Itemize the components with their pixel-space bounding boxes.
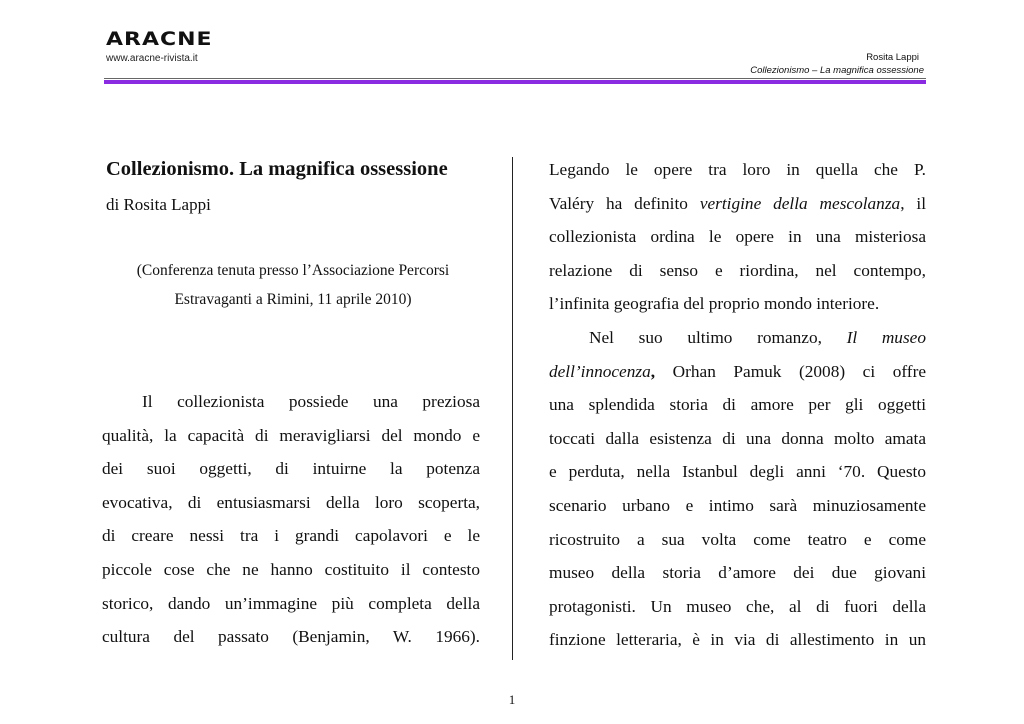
- body-line: Il collezionista possiede una preziosa: [142, 392, 480, 411]
- body-line: evocativa, di entusiasmarsi della loro scoperta,: [102, 492, 480, 512]
- header-rule: [104, 78, 926, 79]
- page-number: 1: [508, 692, 516, 707]
- column-divider: [512, 157, 513, 660]
- book-title: Il museo: [846, 327, 926, 347]
- left-body-paragraph: [102, 385, 480, 654]
- article-title: Collezionismo. La magnifica ossessione: [106, 158, 448, 180]
- body-line: storico, dando un’immagine più completa della: [102, 593, 480, 613]
- body-line: l’infinita geografia del proprio mondo interiore.: [549, 294, 880, 314]
- body-line: Nel suo ultimo romanzo, Il museo: [589, 327, 926, 347]
- body-line: collezionista ordina le opere in una misteriosa: [549, 227, 926, 247]
- body-line: protagonisti. Un museo che, al di fuori della: [549, 596, 926, 616]
- conference-note-line2: Estravaganti a Rimini, 11 aprile 2010): [174, 291, 412, 308]
- running-title: Collezionismo – La magnifica ossessione: [750, 65, 924, 76]
- body-line: relazione di senso e riordina, nel contempo,: [549, 260, 926, 280]
- body-line: cultura del passato (Benjamin, W. 1966).: [102, 627, 480, 647]
- aracne-logo: ARACNE: [106, 29, 213, 51]
- body-line: Legando le opere tra loro in quella che P.: [549, 160, 926, 179]
- body-line: ricostruito a sua volta come teatro e come: [549, 529, 926, 549]
- body-line: toccati dalla esistenza di una donna molto amata: [549, 428, 926, 448]
- body-line: dell’innocenza, Orhan Pamuk (2008) ci offre: [549, 361, 926, 381]
- body-line: di creare nessi tra i grandi capolavori e le: [102, 526, 480, 546]
- body-line: qualità, la capacità di meravigliarsi del mondo e: [102, 425, 480, 445]
- right-body-text: [549, 153, 926, 657]
- body-line: museo della storia d’amore dei due giovani: [549, 563, 926, 583]
- body-line: Valéry ha definito vertigine della mescolanza, il: [549, 193, 926, 213]
- body-line: scenario urbano e intimo sarà minuziosamente: [549, 495, 926, 515]
- emphasis: vertigine della mescolanza: [699, 193, 901, 213]
- header-accent-rule: [104, 80, 926, 84]
- body-line: dei suoi oggetti, di intuirne la potenza: [102, 459, 480, 479]
- book-title: dell’innocenza: [549, 361, 651, 381]
- conference-note-line1: (Conferenza tenuta presso l’Associazione Percorsi: [136, 262, 450, 279]
- body-line: piccole cose che ne hanno costituito il contesto: [102, 559, 480, 579]
- site-url[interactable]: www.aracne-rivista.it: [106, 53, 198, 64]
- article-byline: di Rosita Lappi: [106, 195, 211, 214]
- body-line: finzione letteraria, è in via di allestimento in un: [549, 630, 926, 650]
- body-line: una splendida storia di amore per gli oggetti: [549, 395, 926, 415]
- running-author: Rosita Lappi: [866, 52, 919, 63]
- body-line: e perduta, nella Istanbul degli anni ‘70. Questo: [549, 462, 926, 482]
